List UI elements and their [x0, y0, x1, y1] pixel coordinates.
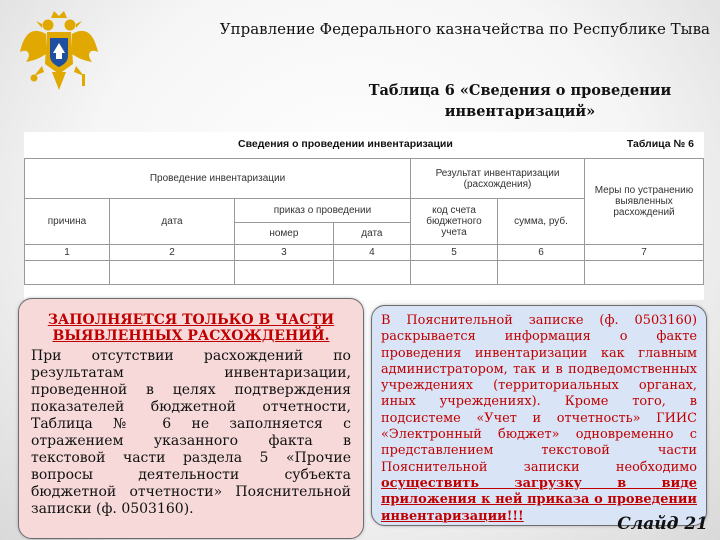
col-num: 6 — [498, 245, 585, 261]
col-num: 4 — [333, 245, 410, 261]
table-caption: Сведения о проведении инвентаризации — [238, 138, 453, 150]
inventory-table-image — [24, 132, 704, 300]
slide-subtitle-line2: инвентаризаций» — [444, 103, 596, 120]
col-num: 2 — [110, 245, 235, 261]
inventory-table — [24, 158, 704, 285]
note-left-body: При отсутствии расхождений по результатам инвентаризации, проведенной в целях подтверждения показателей бюджетной отчетности, Таблица № 6 не заполняется с отражением указанного факта в текстовой части раздела 5 «Прочие вопросы деятельности субъекта бюджетной отчетности» Пояснительной записки (ф. 0503160). — [31, 348, 351, 517]
note-right-part1: В Пояснительной записке (ф. 0503160) раскрывается информация о факте проведения инвентаризации как главным администратором, так и в подведомственных учреждениях (территориальных органах, иных учреждениях). — [381, 313, 697, 410]
table-cell — [25, 261, 110, 285]
col-measures: Меры по устранению выявленных расхождений — [585, 159, 704, 245]
table-cell — [333, 261, 410, 285]
table-cell — [585, 261, 704, 285]
table-number: Таблица № 6 — [626, 138, 694, 150]
header-title: Управление Федерального казначейства по Республике Тыва — [219, 20, 710, 38]
treasury-emblem-icon — [18, 8, 100, 100]
note-box-right — [371, 305, 707, 526]
note-box-left — [18, 298, 364, 539]
note-right-part3: осуществить загрузку в виде приложения к ней приказа о проведении инвентаризации!!! — [381, 475, 697, 524]
table-cell — [498, 261, 585, 285]
slide-subtitle-line1: Таблица 6 «Сведения о проведении — [368, 82, 672, 99]
table-cell — [235, 261, 334, 285]
slide-number: Слайд 21 — [617, 514, 708, 534]
note-right-part2: Кроме того, в подсистеме «Учет и отчетность» ГИИС «Электронный бюджет» одновременно с представлением текстовой части Пояснительной записки необходимо — [381, 394, 697, 475]
col-num: 3 — [235, 245, 334, 261]
col-account-code: код счета бюджетного учета — [411, 199, 498, 245]
col-num: 7 — [585, 245, 704, 261]
col-num: 5 — [411, 245, 498, 261]
col-order-date: дата — [333, 223, 410, 245]
col-reason: причина — [25, 199, 110, 245]
col-order-number: номер — [235, 223, 334, 245]
table-cell — [411, 261, 498, 285]
col-amount: сумма, руб. — [498, 199, 585, 245]
table-caption-row — [24, 138, 704, 154]
col-order: приказ о проведении — [235, 199, 411, 223]
note-left-heading: ЗАПОЛНЯЕТСЯ ТОЛЬКО В ЧАСТИ ВЫЯВЛЕННЫХ РАСХОЖДЕНИЙ. — [47, 312, 335, 344]
col-group-conduct: Проведение инвентаризации — [25, 159, 411, 199]
table-cell — [110, 261, 235, 285]
col-group-result: Результат инвентаризации (расхождения) — [411, 159, 585, 199]
slide-subtitle — [360, 80, 680, 122]
note-right-body — [381, 313, 697, 525]
col-num: 1 — [25, 245, 110, 261]
col-date: дата — [110, 199, 235, 245]
